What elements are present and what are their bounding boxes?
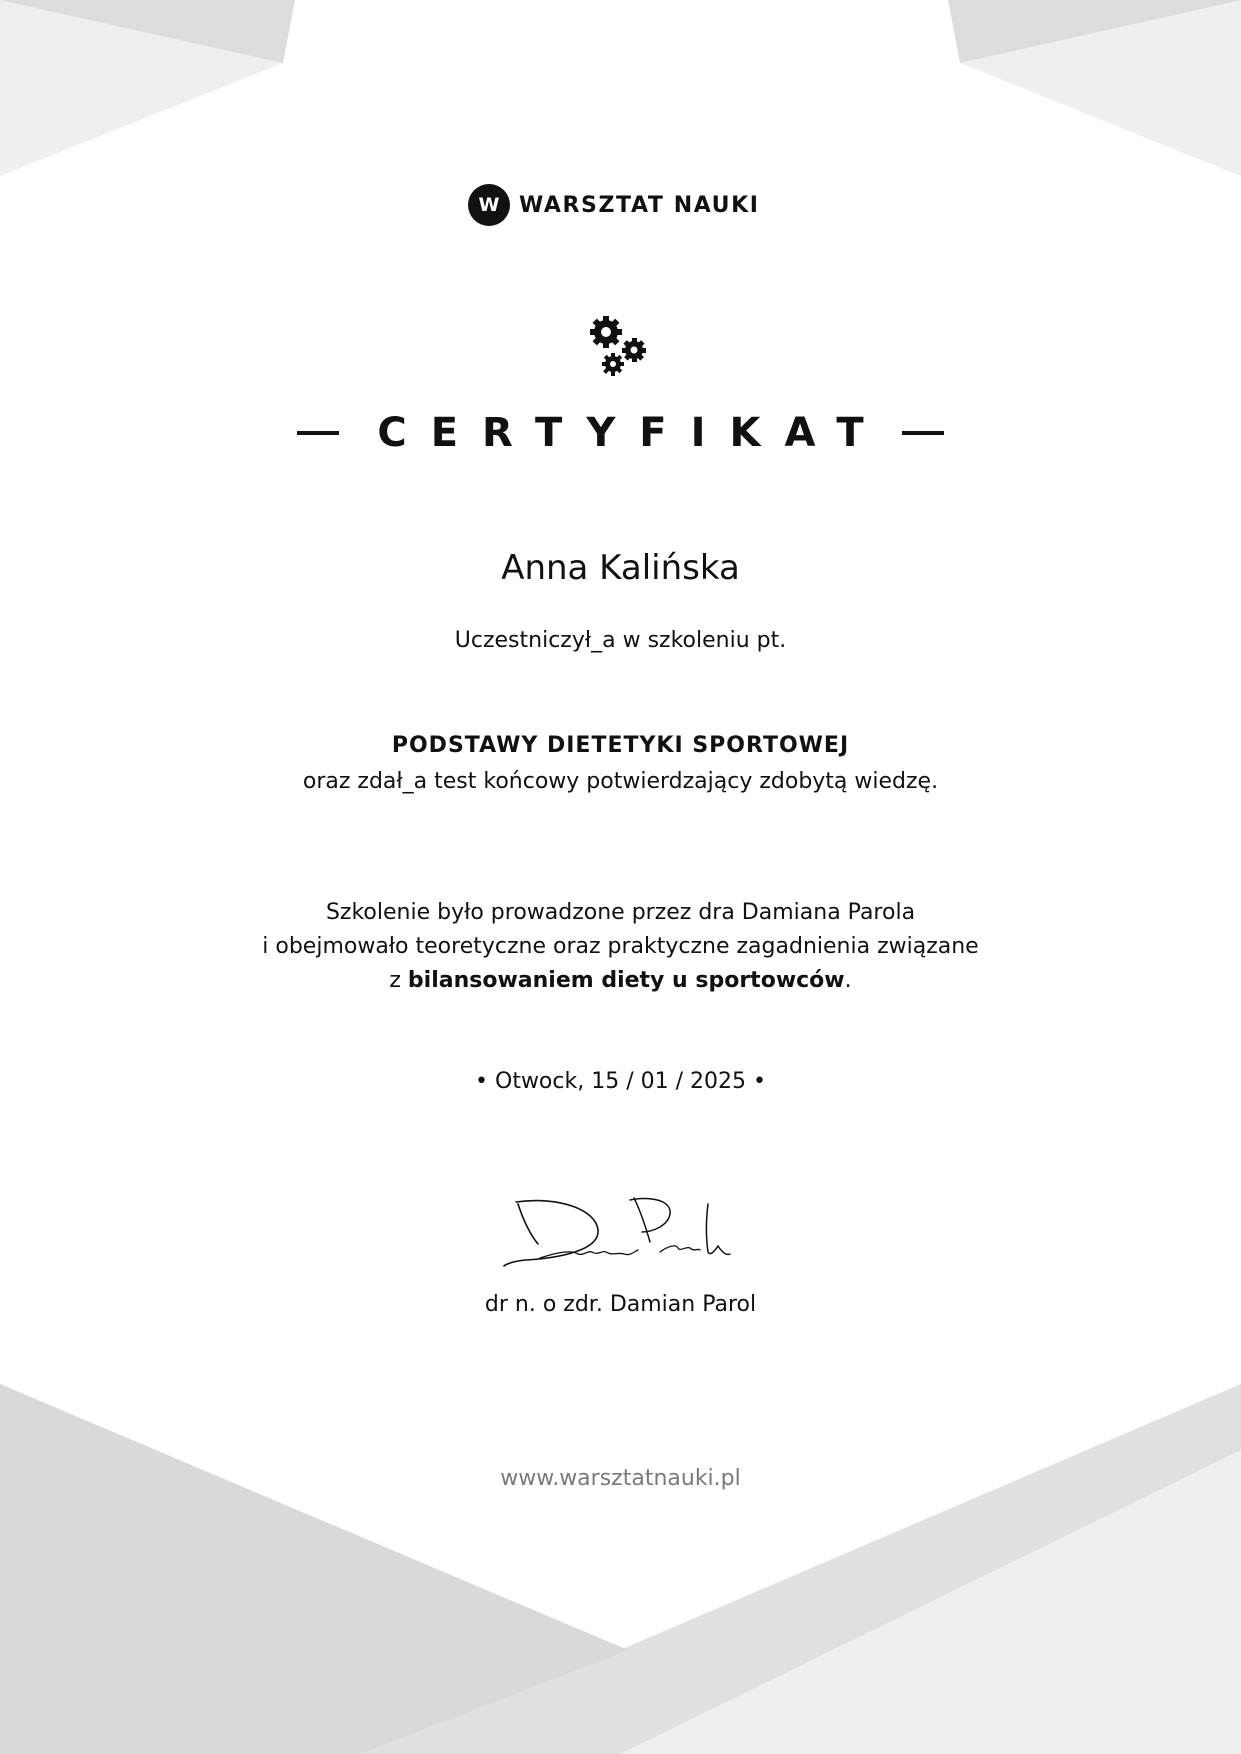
certificate-title-row: [0, 410, 1241, 456]
title-dash-left: [297, 431, 339, 435]
certificate-title: CERTYFIKAT: [377, 410, 888, 456]
description-line-3: [0, 964, 1241, 998]
description-line-2: i obejmowało teoretyczne oraz praktyczne zagadnienia związane: [262, 934, 979, 959]
brand-logo: [468, 184, 760, 226]
description-emphasis: bilansowaniem diety u sportowców: [407, 968, 845, 993]
completion-text: oraz zdał_a test końcowy potwierdzający zdobytą wiedzę.: [302, 769, 939, 794]
footer-url[interactable]: www.warsztatnauki.pl: [500, 1466, 741, 1491]
handwritten-signature: [500, 1196, 736, 1270]
description-prefix: z: [389, 968, 408, 993]
description-suffix: .: [844, 968, 852, 993]
gears-icon: [586, 314, 654, 378]
brand-badge: W: [468, 184, 510, 226]
course-name: PODSTAWY DIETETYKI SPORTOWEJ: [391, 733, 850, 758]
participation-text: Uczestniczył_a w szkoleniu pt.: [454, 628, 787, 653]
recipient-name: Anna Kalińska: [501, 548, 740, 588]
description-line-1: Szkolenie było prowadzone przez dra Damiana Parola: [325, 900, 916, 925]
title-dash-right: [902, 431, 944, 435]
course-description: [0, 896, 1241, 998]
signatory-name: dr n. o zdr. Damian Parol: [484, 1292, 757, 1317]
place-and-date: • Otwock, 15 / 01 / 2025 •: [475, 1069, 766, 1094]
brand-name: WARSZTAT NAUKI: [519, 192, 760, 218]
